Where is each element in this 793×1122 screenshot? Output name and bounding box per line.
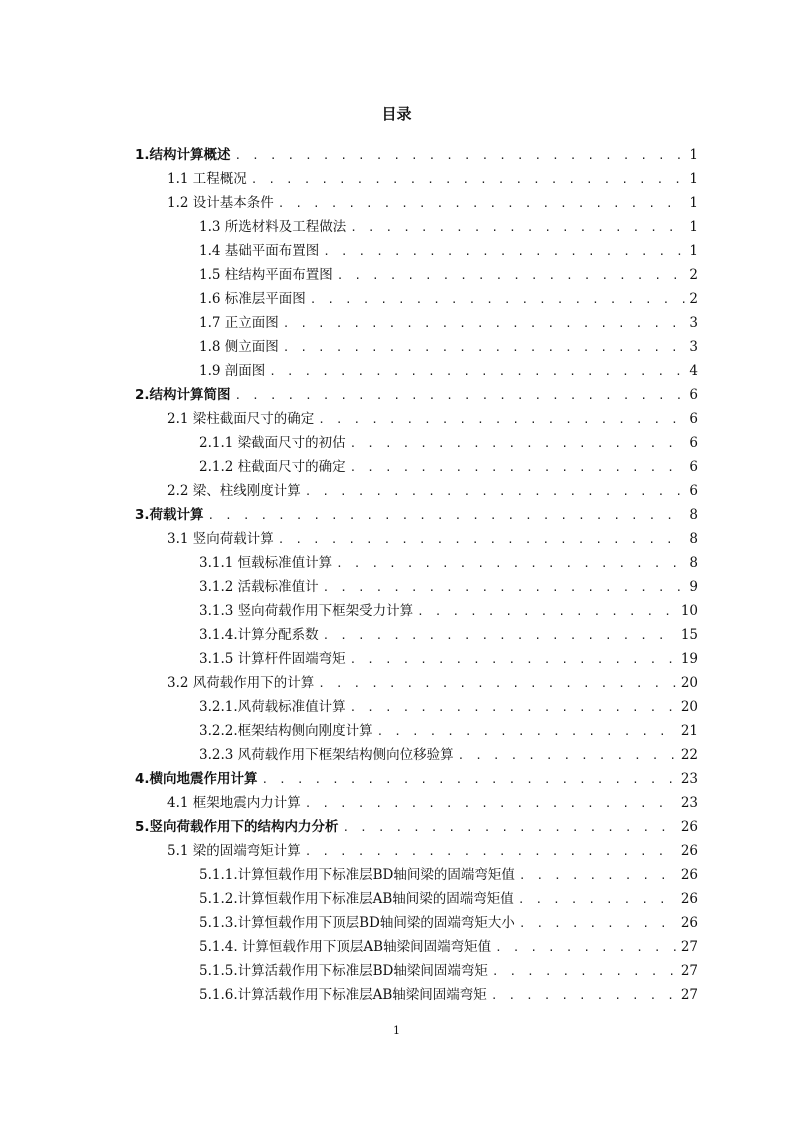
toc-entry-page: 2 xyxy=(689,291,698,307)
toc-entry[interactable] xyxy=(199,431,698,455)
toc-entry-page: 27 xyxy=(680,963,698,979)
toc-entry-label: 3.2.3 风荷载作用下框架结构侧向位移验算 xyxy=(199,747,454,763)
toc-entry[interactable] xyxy=(199,575,698,599)
dot-leader xyxy=(519,864,677,888)
toc-entry-label: 4.横向地震作用计算 xyxy=(135,771,258,787)
dot-leader xyxy=(305,792,677,816)
toc-entry-page: 10 xyxy=(680,603,698,619)
toc-entry[interactable] xyxy=(199,359,698,383)
dot-leader xyxy=(377,720,677,744)
dot-leader xyxy=(283,336,686,360)
toc-entry-page: 8 xyxy=(689,555,698,571)
dot-leader xyxy=(458,744,677,768)
toc-entry-label: 3.2.1.风荷载标准值计算 xyxy=(199,699,346,715)
toc-entry-label: 2.1 梁柱截面尺寸的确定 xyxy=(167,411,315,427)
dot-leader xyxy=(350,456,686,480)
toc-entry-label: 1.5 柱结构平面布置图 xyxy=(199,267,333,283)
toc-entry-label: 4.1 框架地震内力计算 xyxy=(167,795,301,811)
toc-entry-label: 1.8 侧立面图 xyxy=(199,339,279,355)
toc-entry[interactable] xyxy=(167,407,698,431)
toc-entry-label: 5.1.1.计算恒载作用下标准层BD轴间梁的固端弯矩值 xyxy=(199,867,515,883)
toc-entry[interactable] xyxy=(199,263,698,287)
toc-entry-page: 23 xyxy=(680,771,698,787)
dot-leader xyxy=(208,504,686,528)
toc-entry-label: 5.1.2.计算恒载作用下标准层AB轴间梁的固端弯矩值 xyxy=(199,891,514,907)
toc-entry-page: 8 xyxy=(689,507,698,523)
toc-entry-page: 26 xyxy=(680,891,698,907)
toc-entry-page: 1 xyxy=(689,195,698,211)
dot-leader xyxy=(278,528,686,552)
toc-entry-label: 3.1.1 恒载标准值计算 xyxy=(199,555,333,571)
dot-leader xyxy=(251,168,686,192)
dot-leader xyxy=(343,816,677,840)
toc-entry-page: 26 xyxy=(680,843,698,859)
toc-entry-page: 15 xyxy=(680,627,698,643)
toc-entry-page: 27 xyxy=(680,939,698,955)
toc-entry-page: 26 xyxy=(680,915,698,931)
toc-entry-label: 2.结构计算简图 xyxy=(135,387,231,403)
toc-entry[interactable] xyxy=(135,143,698,167)
toc-entry-page: 4 xyxy=(689,363,698,379)
toc-entry-page: 20 xyxy=(680,675,698,691)
toc-entry[interactable] xyxy=(199,335,698,359)
toc-entry-label: 5.1 梁的固端弯矩计算 xyxy=(167,843,301,859)
toc-entry-page: 1 xyxy=(689,219,698,235)
toc-entry-label: 1.9 剖面图 xyxy=(199,363,266,379)
dot-leader xyxy=(495,936,677,960)
toc-entry-label: 1.4 基础平面布置图 xyxy=(199,243,320,259)
dot-leader xyxy=(278,192,686,216)
toc-entry-label: 3.1.3 竖向荷载作用下框架受力计算 xyxy=(199,603,414,619)
toc-entry-page: 26 xyxy=(680,867,698,883)
toc-entry[interactable] xyxy=(199,719,698,743)
toc-entry-label: 5.1.3.计算恒载作用下顶层BD轴间梁的固端弯矩大小 xyxy=(199,915,515,931)
toc-entry[interactable] xyxy=(199,935,698,959)
toc-entry[interactable] xyxy=(199,695,698,719)
toc-entry-page: 21 xyxy=(680,723,698,739)
toc-entry[interactable] xyxy=(199,959,698,983)
toc-entry-page: 6 xyxy=(689,483,698,499)
toc-entry-page: 22 xyxy=(680,747,698,763)
dot-leader xyxy=(235,144,686,168)
toc-entry[interactable] xyxy=(167,479,698,503)
toc-entry-page: 6 xyxy=(689,459,698,475)
toc-entry-page: 26 xyxy=(680,819,698,835)
dot-leader xyxy=(350,216,685,240)
toc-entry-label: 1.3 所选材料及工程做法 xyxy=(199,219,347,235)
toc-entry-label: 2.1.1 梁截面尺寸的初估 xyxy=(199,435,346,451)
toc-entry[interactable] xyxy=(199,239,698,263)
toc-entry[interactable] xyxy=(199,599,698,623)
dot-leader xyxy=(323,240,685,264)
toc-entry-label: 1.6 标准层平面图 xyxy=(199,291,306,307)
toc-entry[interactable] xyxy=(167,791,698,815)
toc-entry-label: 3.1 竖向荷载计算 xyxy=(167,531,274,547)
toc-entry-label: 3.1.4.计算分配系数 xyxy=(199,627,319,643)
toc-entry[interactable] xyxy=(167,839,698,863)
dot-leader xyxy=(269,360,685,384)
toc-entry-label: 5.竖向荷载作用下的结构内力分析 xyxy=(135,819,339,835)
dot-leader xyxy=(519,912,677,936)
toc-entry[interactable] xyxy=(135,383,698,407)
dot-leader xyxy=(350,432,686,456)
toc-entry-label: 5.1.4. 计算恒载作用下顶层AB轴梁间固端弯矩值 xyxy=(199,939,492,955)
dot-leader xyxy=(491,984,677,1008)
toc-entry-label: 2.1.2 柱截面尺寸的确定 xyxy=(199,459,346,475)
toc-entry-page: 8 xyxy=(689,531,698,547)
toc-entry[interactable] xyxy=(199,287,698,311)
toc-entry-page: 20 xyxy=(680,699,698,715)
toc-entry[interactable] xyxy=(199,863,698,887)
toc-entry-label: 1.结构计算概述 xyxy=(135,147,231,163)
dot-leader xyxy=(283,312,686,336)
toc-entry-page: 1 xyxy=(689,243,698,259)
toc-entry-page: 1 xyxy=(689,147,698,163)
toc-entry[interactable] xyxy=(199,887,698,911)
toc-entry[interactable] xyxy=(199,455,698,479)
dot-leader xyxy=(305,480,686,504)
toc-entry[interactable] xyxy=(135,503,698,527)
toc-entry-label: 1.2 设计基本条件 xyxy=(167,195,274,211)
toc-entry-label: 3.1.5 计算杆件固端弯矩 xyxy=(199,651,346,667)
toc-entry-page: 2 xyxy=(689,267,698,283)
toc-entry-label: 1.7 正立面图 xyxy=(199,315,279,331)
toc-entry-label: 1.1 工程概况 xyxy=(167,171,247,187)
dot-leader xyxy=(235,384,686,408)
toc-entry-label: 5.1.5.计算活载作用下标准层BD轴梁间固端弯矩 xyxy=(199,963,488,979)
dot-leader xyxy=(318,408,685,432)
toc-entry-page: 6 xyxy=(689,435,698,451)
toc-entry[interactable] xyxy=(199,983,698,1007)
page-number: 1 xyxy=(393,1024,400,1037)
dot-leader xyxy=(318,672,677,696)
toc-entry-page: 6 xyxy=(689,387,698,403)
dot-leader xyxy=(262,768,677,792)
toc-entry-page: 19 xyxy=(680,651,698,667)
dot-leader xyxy=(518,888,677,912)
toc-entry-page: 1 xyxy=(689,171,698,187)
toc-entry[interactable] xyxy=(199,551,698,575)
toc-entry-page: 27 xyxy=(680,987,698,1003)
toc-entry-label: 5.1.6.计算活载作用下标准层AB轴梁间固端弯矩 xyxy=(199,987,487,1003)
dot-leader xyxy=(417,600,677,624)
toc-entry[interactable] xyxy=(167,671,698,695)
toc-entry[interactable] xyxy=(135,767,698,791)
toc-entry-page: 9 xyxy=(689,579,698,595)
toc-entry[interactable] xyxy=(167,167,698,191)
dot-leader xyxy=(305,840,677,864)
toc-entry[interactable] xyxy=(199,311,698,335)
dot-leader xyxy=(336,552,685,576)
toc-entry[interactable] xyxy=(199,911,698,935)
toc-entry[interactable] xyxy=(199,743,698,767)
toc-entry-label: 3.荷载计算 xyxy=(135,507,204,523)
dot-leader xyxy=(492,960,677,984)
dot-leader xyxy=(323,576,686,600)
toc-entry[interactable] xyxy=(199,647,698,671)
toc-entry[interactable] xyxy=(167,191,698,215)
toc-entry-label: 3.2 风荷载作用下的计算 xyxy=(167,675,315,691)
toc-entry-label: 2.2 梁、柱线刚度计算 xyxy=(167,483,301,499)
toc-entry-page: 3 xyxy=(689,315,698,331)
toc-title: 目录 xyxy=(381,105,412,123)
toc-entry[interactable] xyxy=(199,623,698,647)
toc-entry-page: 3 xyxy=(689,339,698,355)
toc-entry[interactable] xyxy=(135,815,698,839)
dot-leader xyxy=(337,264,686,288)
toc-entry-label: 3.2.2.框架结构侧向刚度计算 xyxy=(199,723,373,739)
dot-leader xyxy=(310,288,686,312)
dot-leader xyxy=(350,648,677,672)
toc-entry-page: 6 xyxy=(689,411,698,427)
toc-entry[interactable] xyxy=(167,527,698,551)
toc-entry-page: 23 xyxy=(680,795,698,811)
dot-leader xyxy=(350,696,677,720)
toc-entry-label: 3.1.2 活载标准值计 xyxy=(199,579,319,595)
toc-entry[interactable] xyxy=(199,215,698,239)
dot-leader xyxy=(323,624,677,648)
